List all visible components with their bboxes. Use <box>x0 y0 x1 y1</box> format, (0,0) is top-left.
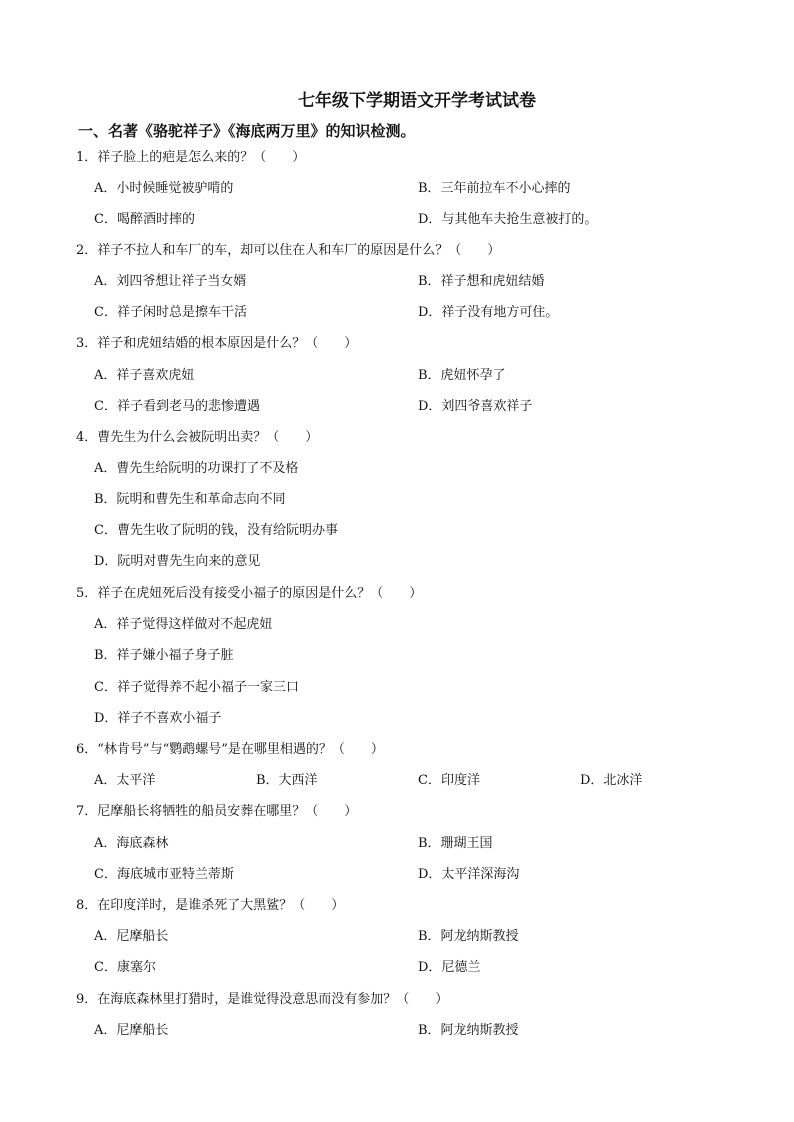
q3-option-b: B．虎妞怀孕了 <box>418 368 506 383</box>
q1-option-b: B．三年前拉车不小心摔的 <box>418 181 571 196</box>
q4-option-b: B．阮明和曹先生和革命志向不同 <box>94 492 286 507</box>
q9-option-a: A．尼摩船长 <box>94 1023 169 1038</box>
q5-option-c: C．祥子觉得养不起小福子一家三口 <box>94 680 299 695</box>
question-7: 7．尼摩船长将牺牲的船员安葬在哪里？（ ） <box>76 804 358 819</box>
q8-option-b: B．阿龙纳斯教授 <box>418 929 519 944</box>
q7-option-b: B．珊瑚王国 <box>418 836 493 851</box>
q9-option-b: B．阿龙纳斯教授 <box>418 1023 519 1038</box>
q8-option-d: D．尼德兰 <box>418 960 481 975</box>
q5-option-a: A．祥子觉得这样做对不起虎妞 <box>94 617 273 632</box>
q7-option-d: D．太平洋深海沟 <box>418 867 520 882</box>
q1-option-a: A．小时候睡觉被驴啃的 <box>94 181 234 196</box>
question-5: 5．祥子在虎妞死后没有接受小福子的原因是什么？（ ） <box>76 586 423 601</box>
q6-option-c: C．印度洋 <box>418 773 480 788</box>
q3-option-c: C．祥子看到老马的悲惨遭遇 <box>94 399 260 414</box>
question-4: 4．曹先生为什么会被阮明出卖？（ ） <box>76 430 319 445</box>
question-6: 6．“林肯号”与“鹦鹉螺号”是在哪里相遇的？（ ） <box>76 742 384 757</box>
q2-option-b: B．祥子想和虎妞结婚 <box>418 274 545 289</box>
question-9: 9．在海底森林里打猎时，是谁觉得没意思而没有参加？（ ） <box>76 992 449 1007</box>
q5-option-d: D．祥子不喜欢小福子 <box>94 711 222 726</box>
q4-option-c: C．曹先生收了阮明的钱，没有给阮明办事 <box>94 523 338 538</box>
q1-option-d: D．与其他车夫抢生意被打的。 <box>418 212 598 227</box>
q6-option-b: B．大西洋 <box>256 773 318 788</box>
page-title: 七年级下学期语文开学考试试卷 <box>298 91 536 111</box>
question-8: 8．在印度洋时，是谁杀死了大黑鲨？（ ） <box>76 898 345 913</box>
q2-option-c: C．祥子闲时总是擦车干活 <box>94 305 247 320</box>
question-1: 1．祥子脸上的疤是怎么来的？（ ） <box>76 150 306 165</box>
q6-option-a: A．太平洋 <box>94 773 156 788</box>
q3-option-a: A．祥子喜欢虎妞 <box>94 368 195 383</box>
q5-option-b: B．祥子嫌小福子身子脏 <box>94 648 234 663</box>
question-2: 2．祥子不拉人和车厂的车，却可以住在人和车厂的原因是什么？（ ） <box>76 243 501 258</box>
q2-option-d: D．祥子没有地方可住。 <box>418 305 559 320</box>
q1-option-c: C．喝醉酒时摔的 <box>94 212 195 227</box>
q7-option-c: C．海底城市亚特兰蒂斯 <box>94 867 234 882</box>
section-heading: 一、名著《骆驼祥子》《海底两万里》的知识检测。 <box>78 122 416 140</box>
q4-option-a: A．曹先生给阮明的功课打了不及格 <box>94 461 299 476</box>
q7-option-a: A．海底森林 <box>94 836 169 851</box>
q8-option-a: A．尼摩船长 <box>94 929 169 944</box>
q8-option-c: C．康塞尔 <box>94 960 156 975</box>
question-3: 3．祥子和虎妞结婚的根本原因是什么？（ ） <box>76 336 358 351</box>
q6-option-d: D．北冰洋 <box>580 773 643 788</box>
q4-option-d: D．阮明对曹先生向来的意见 <box>94 554 261 569</box>
q2-option-a: A．刘四爷想让祥子当女婿 <box>94 274 247 289</box>
q3-option-d: D．刘四爷喜欢祥子 <box>418 399 533 414</box>
